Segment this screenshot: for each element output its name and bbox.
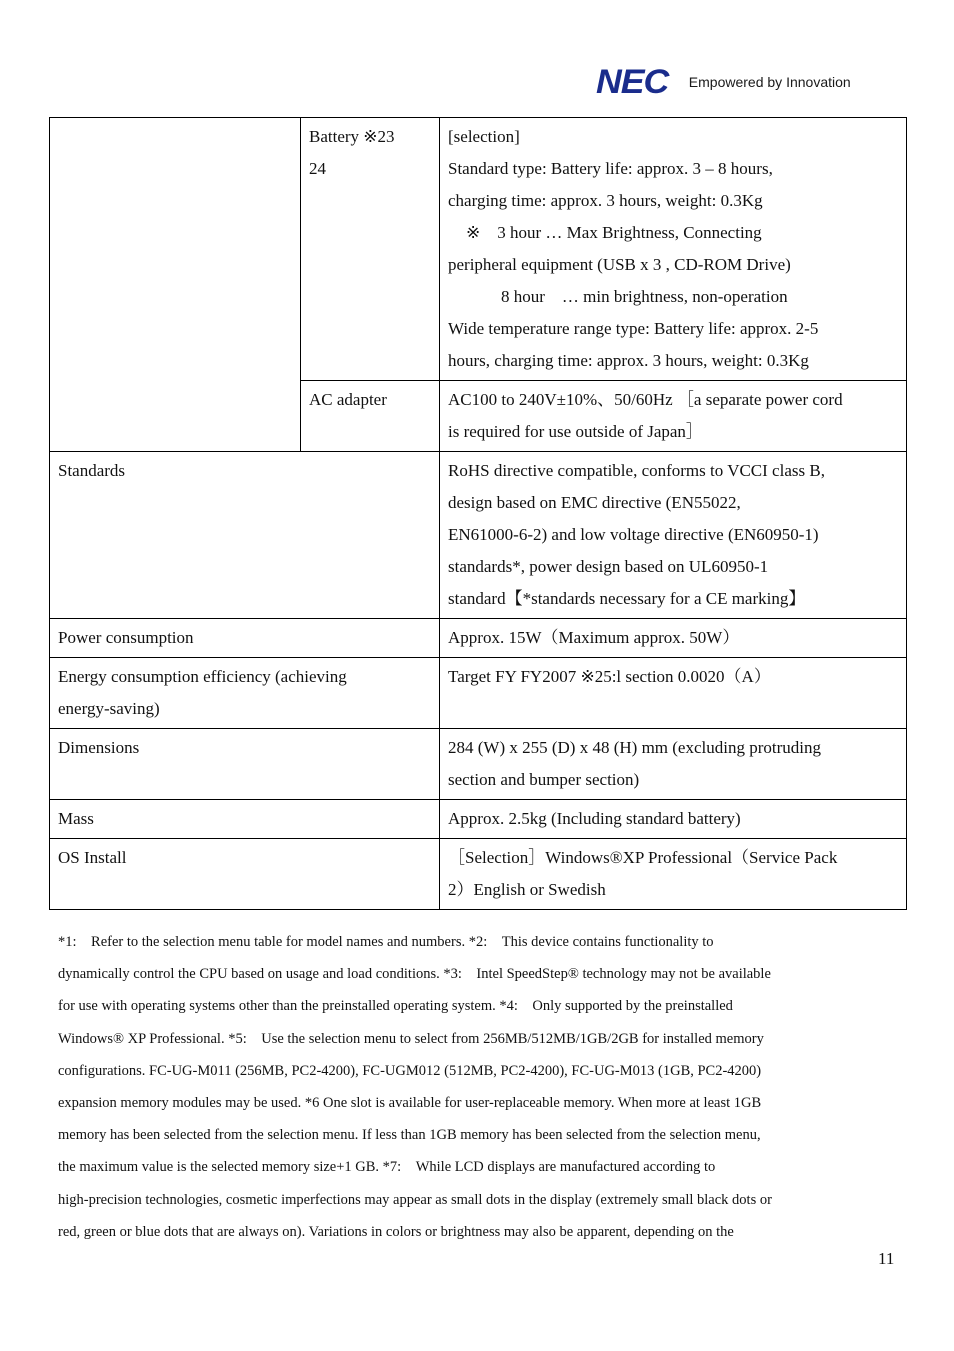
- footnotes: [58, 926, 898, 1248]
- table-row: [50, 118, 907, 381]
- mass-value: Approx. 2.5kg (Including standard battery): [440, 800, 907, 839]
- battery-label: Battery ※23 24: [301, 118, 440, 381]
- footnote-line: the maximum value is the selected memory size+1 GB. *7: While LCD displays are manufactured according to: [58, 1159, 716, 1176]
- table-row: [50, 800, 907, 839]
- power-value: Approx. 15W（Maximum approx. 50W）: [440, 619, 907, 658]
- footnote-line: for use with operating systems other than the preinstalled operating system. *4: Only supported by the preinstalled: [58, 998, 733, 1015]
- spec-table: [49, 117, 907, 910]
- os-install-label: OS Install: [50, 839, 440, 910]
- ac-adapter-value: AC100 to 240V±10%、50/60Hz ［a separate power cord is required for use outside of Japan］: [440, 381, 907, 452]
- footnote-line: memory has been selected from the selection menu. If less than 1GB memory has been selected from the selection menu,: [58, 1127, 761, 1144]
- energy-label: Energy consumption efficiency (achieving energy-saving): [50, 658, 440, 729]
- footnote-line: red, green or blue dots that are always on). Variations in colors or brightness may also be apparent, depending on the: [58, 1223, 734, 1240]
- mass-label: Mass: [50, 800, 440, 839]
- table-row: [50, 619, 907, 658]
- dimensions-label: Dimensions: [50, 729, 440, 800]
- footnote-line: *1: Refer to the selection menu table for model names and numbers. *2: This device contains functionality to: [58, 934, 714, 950]
- dimensions-value: 284 (W) x 255 (D) x 48 (H) mm (excluding protruding section and bumper section): [440, 729, 907, 800]
- footnote-line: dynamically control the CPU based on usage and load conditions. *3: Intel SpeedStep® technology may not be available: [58, 966, 771, 983]
- standards-label: Standards: [50, 452, 440, 619]
- os-install-value: ［Selection］Windows®XP Professional（Service Pack 2）English or Swedish: [440, 839, 907, 910]
- table-row: [50, 839, 907, 910]
- energy-value: Target FY FY2007 ※25:l section 0.0020（A）: [440, 658, 907, 729]
- battery-value: [selection] Standard type: Battery life: approx. 3 – 8 hours, charging time: approx. 3 hours, weight: 0.3Kg ※ 3 hour … Max Brightness, Connecting peripheral equipment (USB x 3 , CD-ROM Drive) 8 hour … min brightness, non-operation Wide temperature range type: Battery life: approx. 2-5 hours, charging time: approx. 3 hours, weight: 0.3Kg: [440, 118, 907, 381]
- footnote-line: Windows® XP Professional. *5: Use the selection menu to select from 256MB/512MB/1GB/2GB for installed memory: [58, 1030, 764, 1047]
- ac-adapter-label: AC adapter: [301, 381, 440, 452]
- table-row: [50, 658, 907, 729]
- footnote-line: high-precision technologies, cosmetic imperfections may appear as small dots in the display (extremely small black dots or: [58, 1191, 772, 1208]
- table-row: [50, 729, 907, 800]
- tagline: Empowered by Innovation: [688, 74, 851, 90]
- footnote-line: configurations. FC-UG-M011 (256MB, PC2-4200), FC-UGM012 (512MB, PC2-4200), FC-UG-M013 (1GB, PC2-4200): [58, 1062, 762, 1079]
- page-number: 11: [878, 1249, 895, 1268]
- empty-cell: [50, 118, 301, 452]
- power-label: Power consumption: [50, 619, 440, 658]
- footnote-line: expansion memory modules may be used. *6 One slot is available for user-replaceable memory. When more at least 1GB: [58, 1095, 762, 1112]
- nec-logo: NEC: [596, 63, 669, 101]
- header-logo: [596, 63, 851, 101]
- standards-value: RoHS directive compatible, conforms to VCCI class B, design based on EMC directive (EN55022, EN61000-6-2) and low voltage directive (EN60950-1) standards*, power design based on UL60950-1 standard【*standards necessary for a CE marking】: [440, 452, 907, 619]
- table-row: [50, 452, 907, 619]
